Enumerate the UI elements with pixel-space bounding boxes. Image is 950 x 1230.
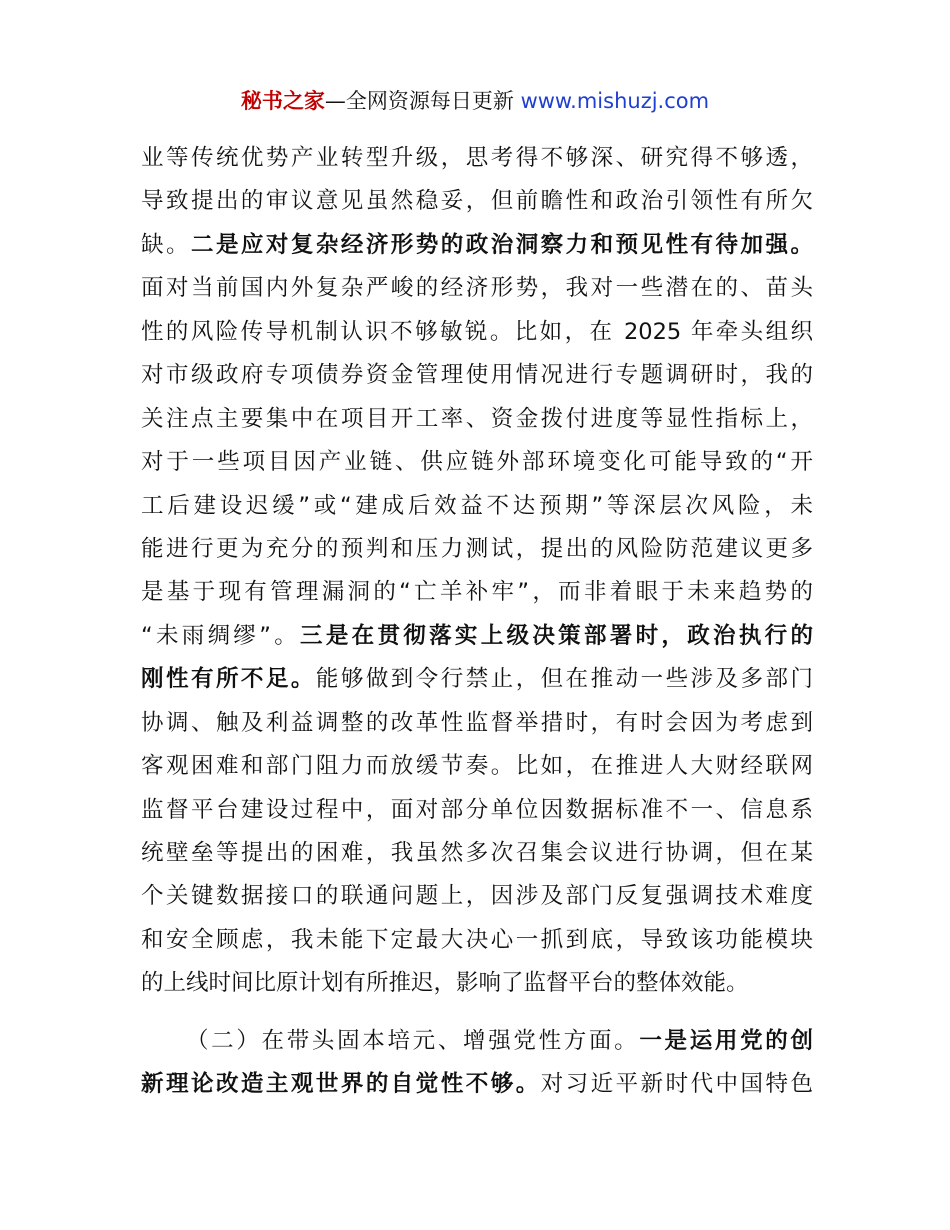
text-line: [141, 311, 813, 354]
text-run: 导致提出的审议意见虽然稳妥，但前瞻性和政治引领性有所欠: [141, 188, 813, 215]
text-line: [141, 354, 813, 397]
text-run: 缺。: [141, 231, 191, 258]
text-line: [141, 180, 813, 223]
header-site-link[interactable]: www.mishuzj.com: [520, 89, 710, 113]
text-run: 业等传统优势产业转型升级，思考得不够深、研究得不够透，: [141, 145, 813, 171]
text-line: [141, 832, 813, 875]
text-line: [141, 441, 813, 484]
text-line: [141, 962, 813, 1005]
text-run: 对于一些项目因产业链、供应链外部环境变化可能导致的“开: [141, 449, 813, 476]
text-run: 能够做到令行禁止，但在推动一些涉及多部门: [315, 666, 813, 693]
text-line: [141, 571, 813, 614]
text-line: [141, 528, 813, 571]
text-run: 个关键数据接口的联通问题上，因涉及部门反复强调技术难度: [141, 883, 813, 910]
text-line: [141, 875, 813, 918]
text-run: 面对当前国内外复杂严峻的经济形势，我对一些潜在的、苗头: [141, 275, 813, 302]
bold-text-run: 二是应对复杂经济形势的政治洞察力和预见性有待加强。: [190, 231, 813, 258]
text-line: [141, 658, 813, 701]
text-line: [141, 745, 813, 788]
text-run: 性的风险传导机制认识不够敏锐。比如，在 2025 年牵头组织: [141, 318, 813, 345]
text-line: [141, 224, 813, 267]
text-line: [141, 1063, 813, 1106]
text-run: 关注点主要集中在项目开工率、资金拨付进度等显性指标上，: [141, 405, 813, 432]
text-line: [141, 919, 813, 962]
bold-text-run: 新理论改造主观世界的自觉性不够。: [141, 1071, 541, 1098]
text-run: （二）在带头固本培元、增强党性方面。: [186, 1027, 640, 1054]
header-tagline: —全网资源每日更新: [324, 89, 521, 113]
text-line: [141, 789, 813, 832]
watermark-header: [0, 84, 950, 118]
text-line: [141, 267, 813, 310]
text-run: 对习近平新时代中国特色: [540, 1071, 813, 1098]
text-run: 对市级政府专项债券资金管理使用情况进行专题调研时，我的: [141, 362, 813, 389]
text-run: 是基于现有管理漏洞的“亡羊补牢”，而非着眼于未来趋势的: [141, 579, 813, 606]
document-body: [141, 137, 813, 1107]
text-run: 协调、触及利益调整的改革性监督举措时，有时会因为考虑到: [141, 709, 813, 736]
paragraph-gap: [141, 1006, 813, 1020]
text-run: 能进行更为充分的预判和压力测试，提出的风险防范建议更多: [141, 535, 813, 562]
text-line: [141, 702, 813, 745]
text-line: [141, 1020, 813, 1063]
bold-text-run: 刚性有所不足。: [141, 666, 316, 693]
text-line: [141, 615, 813, 658]
header-brand: 秘书之家: [240, 89, 325, 113]
text-run: “未雨绸缪”。: [141, 622, 301, 649]
bold-text-run: 三是在贯彻落实上级决策部署时，政治执行的: [300, 622, 813, 649]
text-run: 客观困难和部门阻力而放缓节奏。比如，在推进人大财经联网: [141, 753, 813, 780]
text-run: 的上线时间比原计划有所推迟，影响了监督平台的整体效能。: [141, 970, 749, 997]
text-line: [141, 137, 813, 180]
text-line: [141, 485, 813, 528]
text-run: 工后建设迟缓”或“建成后效益不达预期”等深层次风险，未: [141, 492, 813, 519]
text-run: 监督平台建设过程中，面对部分单位因数据标准不一、信息系: [141, 796, 813, 823]
text-run: 统壁垒等提出的困难，我虽然多次召集会议进行协调，但在某: [141, 840, 813, 866]
text-run: 和安全顾虑，我未能下定最大决心一抓到底，导致该功能模块: [141, 926, 813, 953]
text-line: [141, 398, 813, 441]
bold-text-run: 一是运用党的创: [639, 1027, 813, 1054]
